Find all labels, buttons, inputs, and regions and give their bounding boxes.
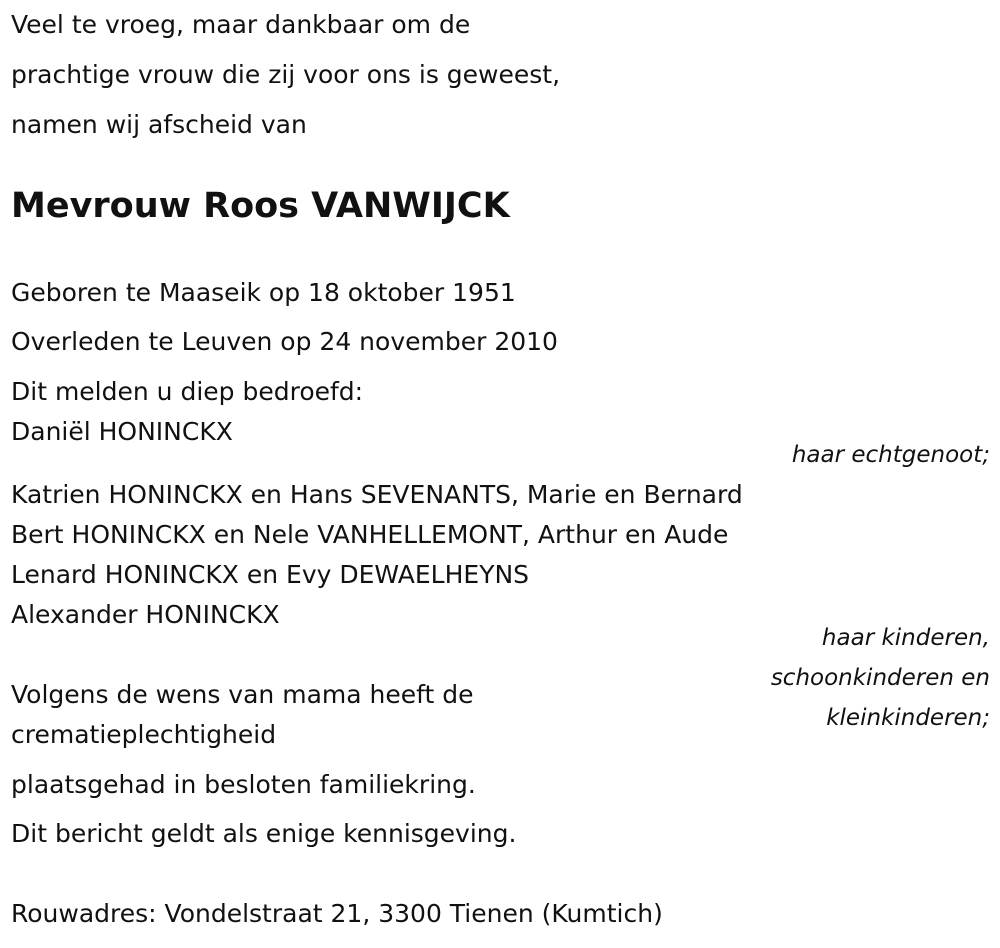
spouse-name: Daniël HONINCKX bbox=[11, 417, 233, 446]
mourning-address: Rouwadres: Vondelstraat 21, 3300 Tienen (Kumtich) bbox=[11, 899, 663, 928]
ceremony-line-3: plaatsgehad in besloten familiekring. bbox=[11, 770, 476, 799]
birth-line: Geboren te Maaseik op 18 oktober 1951 bbox=[11, 278, 516, 307]
announcement-heading: Dit melden u diep bedroefd: bbox=[11, 377, 364, 406]
child-line-2: Bert HONINCKX en Nele VANHELLEMONT, Arthur en Aude bbox=[11, 520, 729, 549]
intro-line-1: Veel te vroeg, maar dankbaar om de bbox=[11, 10, 471, 39]
ceremony-line-4: Dit bericht geldt als enige kennisgeving. bbox=[11, 819, 517, 848]
deceased-name: Mevrouw Roos VANWIJCK bbox=[11, 186, 510, 226]
child-line-1: Katrien HONINCKX en Hans SEVENANTS, Marie en Bernard bbox=[11, 480, 743, 509]
intro-line-3: namen wij afscheid van bbox=[11, 110, 307, 139]
death-line: Overleden te Leuven op 24 november 2010 bbox=[11, 327, 558, 356]
spouse-role: haar echtgenoot; bbox=[791, 442, 990, 468]
children-role-line-2: schoonkinderen en bbox=[770, 665, 990, 691]
ceremony-line-1: Volgens de wens van mama heeft de bbox=[11, 680, 474, 709]
children-role-line-3: kleinkinderen; bbox=[826, 705, 990, 731]
ceremony-line-2: crematieplechtigheid bbox=[11, 720, 277, 749]
intro-line-2: prachtige vrouw die zij voor ons is geweest, bbox=[11, 60, 561, 89]
child-line-3: Lenard HONINCKX en Evy DEWAELHEYNS bbox=[11, 560, 530, 589]
child-line-4: Alexander HONINCKX bbox=[11, 600, 280, 629]
children-role-line-1: haar kinderen, bbox=[821, 625, 990, 651]
